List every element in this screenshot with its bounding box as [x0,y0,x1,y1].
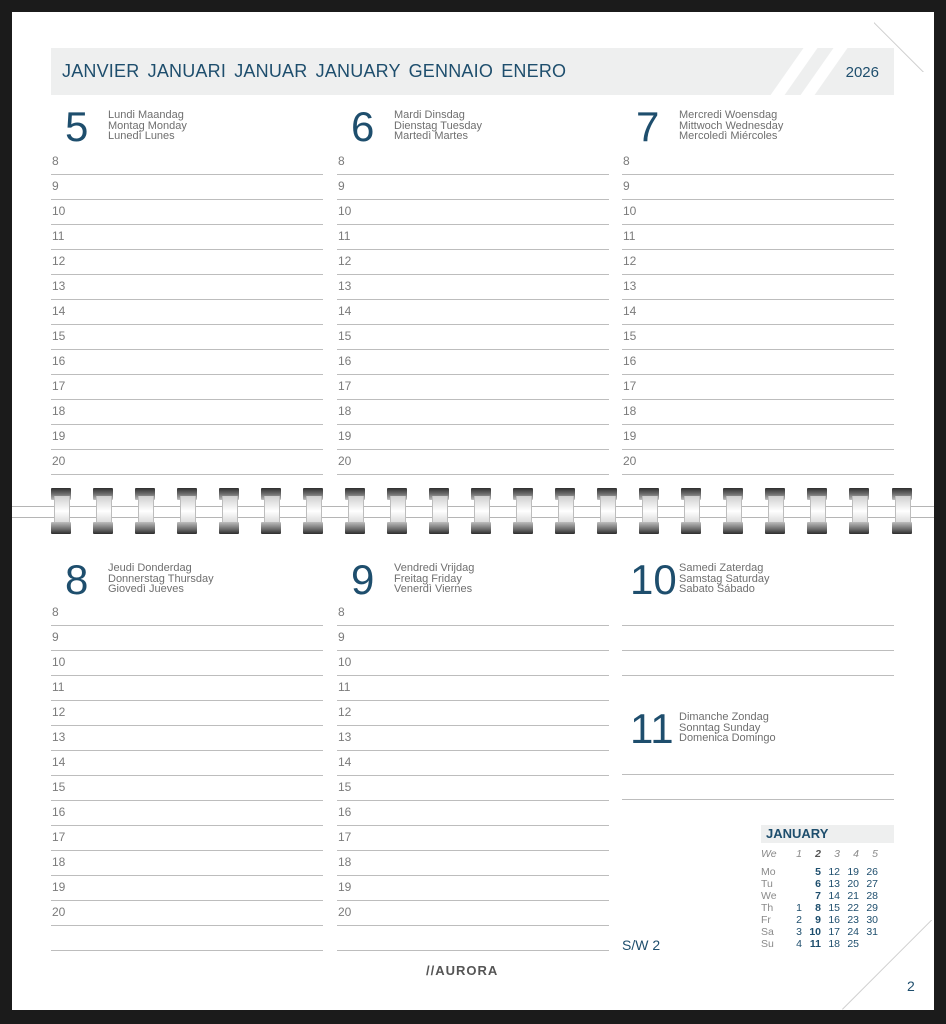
hour-slot[interactable]: 10 [337,200,609,225]
binding-ring [429,488,449,534]
hour-slot[interactable]: 8 [51,150,323,175]
hour-slot[interactable]: 12 [51,250,323,275]
hour-slot[interactable]: 16 [337,801,609,826]
hour-slot[interactable]: 18 [622,400,894,425]
hour-slot[interactable]: 14 [51,751,323,776]
mini-calendar-row: We 7 14 21 28 [761,890,878,902]
binding-ring [93,488,113,534]
hour-slot[interactable]: 11 [337,676,609,701]
hour-slot[interactable]: 18 [337,851,609,876]
hour-slot[interactable]: 12 [337,250,609,275]
binding-ring [723,488,743,534]
mini-calendar-row: Tu 6 13 20 27 [761,878,878,890]
day-block-8 [51,556,323,919]
hour-slot[interactable]: 11 [51,225,323,250]
hour-slot[interactable]: 10 [51,200,323,225]
hour-slot[interactable]: 13 [622,275,894,300]
hour-slot[interactable]: 11 [337,225,609,250]
binding-ring [765,488,785,534]
day-block-6 [337,103,609,468]
hour-slot[interactable]: 14 [51,300,323,325]
mini-calendar-row: Su 4 11 18 25 [761,938,859,950]
hour-slot[interactable]: 20 [51,901,323,926]
hour-slot[interactable]: 19 [51,876,323,901]
mini-calendar-grid [761,845,878,950]
write-line[interactable] [622,774,894,775]
write-line[interactable] [622,650,894,651]
hour-slot[interactable]: 18 [51,400,323,425]
binding-ring [639,488,659,534]
binding-ring [681,488,701,534]
spiral-binding [12,486,934,536]
write-line[interactable] [622,625,894,626]
hour-slot[interactable]: 19 [337,425,609,450]
hour-slot[interactable]: 10 [622,200,894,225]
mini-calendar-row: Th 1 8 15 22 29 [761,902,878,914]
mini-calendar-row: Fr 2 9 16 23 30 [761,914,878,926]
page-number: 2 [907,978,915,994]
hour-slot[interactable]: 15 [51,325,323,350]
day-number: 5 [65,103,89,150]
hour-slot[interactable]: 9 [51,626,323,651]
hour-slot[interactable]: 13 [51,275,323,300]
day-number: 11 [630,705,674,752]
write-line[interactable] [622,799,894,800]
day-block-10 [622,556,894,611]
day-names: Mardi Dinsdag Dienstag Tuesday Martedì Martes [394,109,483,142]
hour-slot[interactable]: 13 [337,275,609,300]
binding-ring [892,488,912,534]
hour-slot[interactable]: 17 [51,375,323,400]
hour-slot[interactable]: 14 [337,751,609,776]
hour-slot[interactable]: 9 [51,175,323,200]
day-names: Samedi Zaterdag Samstag Saturday Sabato Sábado [679,562,770,595]
binding-ring [555,488,575,534]
hour-slot[interactable]: 13 [51,726,323,751]
hour-slot[interactable]: 16 [337,350,609,375]
day-block-11 [622,705,894,760]
hour-slots [337,601,609,951]
day-number: 10 [630,556,677,603]
day-block-9 [337,556,609,919]
binding-ring [51,488,71,534]
binding-ring [303,488,323,534]
hour-slot[interactable]: 9 [622,175,894,200]
binding-ring [135,488,155,534]
hour-slot[interactable]: 18 [51,851,323,876]
aurora-logo: //AURORA [426,963,499,978]
hour-slot[interactable]: 15 [51,776,323,801]
mini-calendar-title: JANUARY [761,825,894,843]
hour-slots [337,150,609,475]
hour-slot[interactable]: 9 [337,626,609,651]
binding-ring [597,488,617,534]
binding-ring [219,488,239,534]
hour-slot[interactable]: 16 [51,350,323,375]
day-number: 7 [636,103,660,150]
week-number-label: S/W 2 [622,937,661,953]
hour-slot[interactable]: 11 [622,225,894,250]
hour-slot[interactable]: 20 [51,450,323,475]
day-block-7 [622,103,894,468]
hour-slot[interactable]: 18 [337,400,609,425]
year-label: 2026 [845,64,879,81]
day-number: 9 [351,556,375,603]
hour-slots [622,150,894,475]
day-names: Vendredi Vrijdag Freitag Friday Venerdì Viernes [394,562,475,595]
hour-slots [51,601,323,951]
binding-ring [261,488,281,534]
hour-slot[interactable]: 8 [337,150,609,175]
hour-slot[interactable]: 13 [337,726,609,751]
month-header [51,48,894,95]
hour-slot[interactable]: 19 [622,425,894,450]
hour-slot[interactable]: 8 [622,150,894,175]
hour-slot[interactable]: 15 [337,776,609,801]
day-number: 8 [65,556,89,603]
hour-slot[interactable]: 15 [622,325,894,350]
hour-slot[interactable]: 19 [51,425,323,450]
hour-slot[interactable]: 16 [51,801,323,826]
hour-slot[interactable]: 17 [337,375,609,400]
hour-slot[interactable]: 10 [51,651,323,676]
day-number: 6 [351,103,375,150]
hour-slot[interactable]: 8 [337,601,609,626]
hour-slot[interactable]: 10 [337,651,609,676]
day-names: Lundi Maandag Montag Monday Lunedì Lunes [108,109,187,142]
hour-slot[interactable]: 12 [51,701,323,726]
binding-ring [387,488,407,534]
mini-calendar [761,825,894,950]
mini-calendar-row: Mo 5 12 19 26 [761,866,878,878]
binding-ring [513,488,533,534]
week-numbers-row: We 1 2 3 4 5 [761,847,878,860]
hour-slot[interactable]: 20 [337,450,609,475]
hour-slot[interactable]: 12 [622,250,894,275]
month-title: JANVIER JANUARI JANUAR JANUARY GENNAIO ENERO [62,61,567,81]
hour-slot[interactable]: 9 [337,175,609,200]
hour-slot[interactable]: 20 [337,901,609,926]
hour-slot[interactable]: 8 [51,601,323,626]
hour-slots [51,150,323,475]
mini-calendar-row: Sa 3 10 17 24 31 [761,926,878,938]
hour-slot[interactable]: 19 [337,876,609,901]
hour-slot[interactable]: 15 [337,325,609,350]
hour-slot[interactable]: 17 [51,826,323,851]
binding-ring [807,488,827,534]
hour-slot[interactable]: 17 [622,375,894,400]
binding-ring [177,488,197,534]
hour-slot[interactable]: 14 [622,300,894,325]
hour-slot[interactable]: 12 [337,701,609,726]
hour-slot-extra[interactable] [51,926,323,951]
day-names: Dimanche Zondag Sonntag Sunday Domenica Domingo [679,711,776,744]
binding-ring [345,488,365,534]
day-names: Mercredi Woensdag Mittwoch Wednesday Mercoledì Miércoles [679,109,784,142]
day-names: Jeudi Donderdag Donnerstag Thursday Giovedì Jueves [108,562,214,595]
day-block-5 [51,103,323,468]
hour-slot[interactable]: 17 [337,826,609,851]
hour-slot[interactable]: 14 [337,300,609,325]
binding-ring [471,488,491,534]
binding-ring [849,488,869,534]
hour-slot-extra[interactable] [337,926,609,951]
hour-slot[interactable]: 16 [622,350,894,375]
hour-slot[interactable]: 20 [622,450,894,475]
hour-slot[interactable]: 11 [51,676,323,701]
write-line[interactable] [622,675,894,676]
